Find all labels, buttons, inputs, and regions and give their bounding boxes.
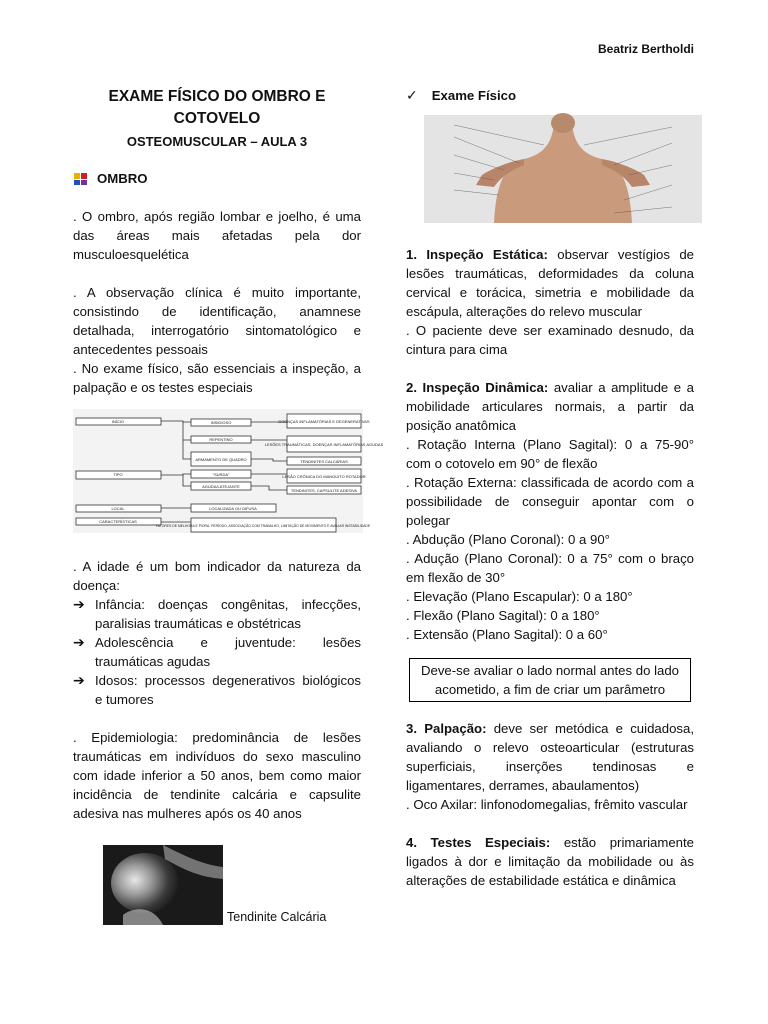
- exame-fisico-heading: [406, 86, 694, 105]
- section-heading-label: OMBRO: [97, 171, 148, 186]
- paragraph-ombro-dor: . O ombro, após região lombar e joelho, é uma das áreas mais afetadas pela dor musculoesquelética: [73, 209, 361, 262]
- diagram-label-armamento: ARMAMENTO DE QUADRO: [195, 457, 247, 462]
- note-box: Deve-se avaliar o lado normal antes do lado acometido, a fim de criar um parâmetro: [409, 658, 691, 702]
- diagram-label-surda: "SURDA": [212, 472, 230, 477]
- anamnese-flow-diagram: [73, 409, 384, 533]
- xray-figure: [73, 845, 361, 925]
- list-item: . Rotação Interna (Plano Sagital): 0 a 75-90° com o cotovelo em 90° de flexão: [406, 437, 694, 471]
- arrow-right-icon: ➔: [73, 634, 85, 650]
- colored-bullet-icon: [73, 172, 89, 186]
- list-item: . Flexão (Plano Sagital): 0 a 180°: [406, 608, 600, 623]
- paragraph-exame-fisico: . No exame físico, são essenciais a inspeção, a palpação e os testes especiais: [73, 361, 361, 395]
- paragraph-epidemiologia: . Epidemiologia: predominância de lesões traumáticas em indivíduos do sexo masculino com idade inferior a 50 anos, bem como maior incidência de tendinite calcária e capsulite adesiva nas mulheres após os 40 anos: [73, 730, 361, 821]
- diagram-label-repentino: REPENTINO: [209, 437, 233, 442]
- section-palpacao: 3. Palpação: deve ser metódica e cuidadosa, avaliando o relevo osteoarticular (estruturas superficiais, inserções tendinosas e ligamentares, derrames, abaulamentos): [406, 721, 694, 793]
- arrow-right-icon: ➔: [73, 672, 85, 688]
- diagram-label-fatores: FATORES DE MELHORA E PIORA, PERÍODO, ASSOCIAÇÃO COM TRABALHO, LIMITAÇÃO DE MOVIMENTO E AVALIAR INSTABILIDADE: [155, 524, 371, 528]
- paragraph-oco-axilar: . Oco Axilar: linfonodomegalias, frêmito vascular: [406, 797, 688, 812]
- page-subtitle: OSTEOMUSCULAR – AULA 3: [126, 134, 308, 149]
- paragraph-paciente-desnudo: . O paciente deve ser examinado desnudo, da cintura para cima: [406, 323, 694, 357]
- chest-anatomy-photo: [424, 115, 702, 223]
- paragraph-idade: . A idade é um bom indicador da natureza da doença:: [73, 559, 361, 593]
- section-inspecao-dinamica: 2. Inspeção Dinâmica: avaliar a amplitude e a mobilidade articulares normais, a partir da posição anatômica: [406, 380, 694, 433]
- diagram-label-inicio: INÍCIO: [111, 419, 125, 424]
- list-item: ➔ Infância: doenças congênitas, infecções, paralisias traumáticas e obstétricas: [73, 596, 361, 631]
- diagram-label-doencas-inflamatorias: DOENÇAS INFLAMATÓRIAS E DEGENERATIVAS: [278, 419, 370, 424]
- diagram-label-lesoes-traumaticas: LESÕES TRAUMÁTICAS, DOENÇAS INFLAMATÓRIAS AGUDAS: [264, 442, 384, 447]
- diagram-label-tendinites-calcarias: TENDINITES CALCÁRIAS: [300, 459, 348, 464]
- diagram-label-capsulite: TENDINITES, CAPSULITE ADESIVA: [290, 488, 358, 493]
- list-item: . Extensão (Plano Sagital): 0 a 60°: [406, 627, 608, 642]
- section-testes-especiais: 4. Testes Especiais: estão primariamente ligados à dor e limitação da mobilidade ou às alterações de estabilidade estática e dinâmica: [406, 835, 694, 888]
- list-item: . Rotação Externa: classificada de acordo com a possibilidade de conseguir apontar com o polegar: [406, 475, 694, 528]
- list-item: . Adução (Plano Coronal): 0 a 75° com o braço em flexão de 30°: [406, 551, 694, 585]
- checkmark-icon: ✓: [406, 87, 418, 103]
- right-column: [406, 86, 694, 890]
- shoulder-xray-image: [103, 845, 223, 925]
- paragraph-observacao: . A observação clínica é muito importante, consistindo de identificação, anamnese detalhada, interrogatório sintomatológico e antecedentes pessoais: [73, 285, 361, 357]
- diagram-label-lesao-cronica: LESÃO CRÔNICA DO MANGUITO ROTADOR: [282, 474, 366, 479]
- exame-fisico-label: Exame Físico: [431, 88, 517, 103]
- diagram-label-aguda: AGUDA/LATEJANTE: [202, 484, 240, 489]
- section-heading-ombro: [73, 169, 361, 188]
- arrow-right-icon: ➔: [73, 596, 85, 612]
- diagram-label-tipo: TIPO: [113, 472, 123, 477]
- list-item: . Elevação (Plano Escapular): 0 a 180°: [406, 589, 633, 604]
- diagram-label-caracteristicas: CARACTERÍSTICAS: [99, 519, 137, 524]
- section-inspecao-estatica: 1. Inspeção Estática: observar vestígios de lesões traumáticas, deformidades da coluna cervical e torácica, simetria e mobilidade da escápula, alterações do relevo muscular: [406, 247, 694, 319]
- list-item: . Abdução (Plano Coronal): 0 a 90°: [406, 532, 610, 547]
- left-column: [73, 86, 384, 925]
- author-name: Beatriz Bertholdi: [597, 42, 694, 56]
- diagram-label-local: LOCAL: [111, 506, 125, 511]
- list-item: ➔ Adolescência e juventude: lesões traumáticas agudas: [73, 634, 361, 669]
- page-title: EXAME FÍSICO DO OMBRO E COTOVELO: [108, 88, 326, 127]
- age-list: [73, 595, 361, 709]
- xray-caption: Tendinite Calcária: [227, 910, 327, 924]
- diagram-label-insidioso: INSIDIOSO: [210, 420, 232, 425]
- diagram-label-localizada: LOCALIZADA OU DIFUSA: [209, 506, 257, 511]
- list-item: ➔ Idosos: processos degenerativos biológicos e tumores: [73, 672, 361, 707]
